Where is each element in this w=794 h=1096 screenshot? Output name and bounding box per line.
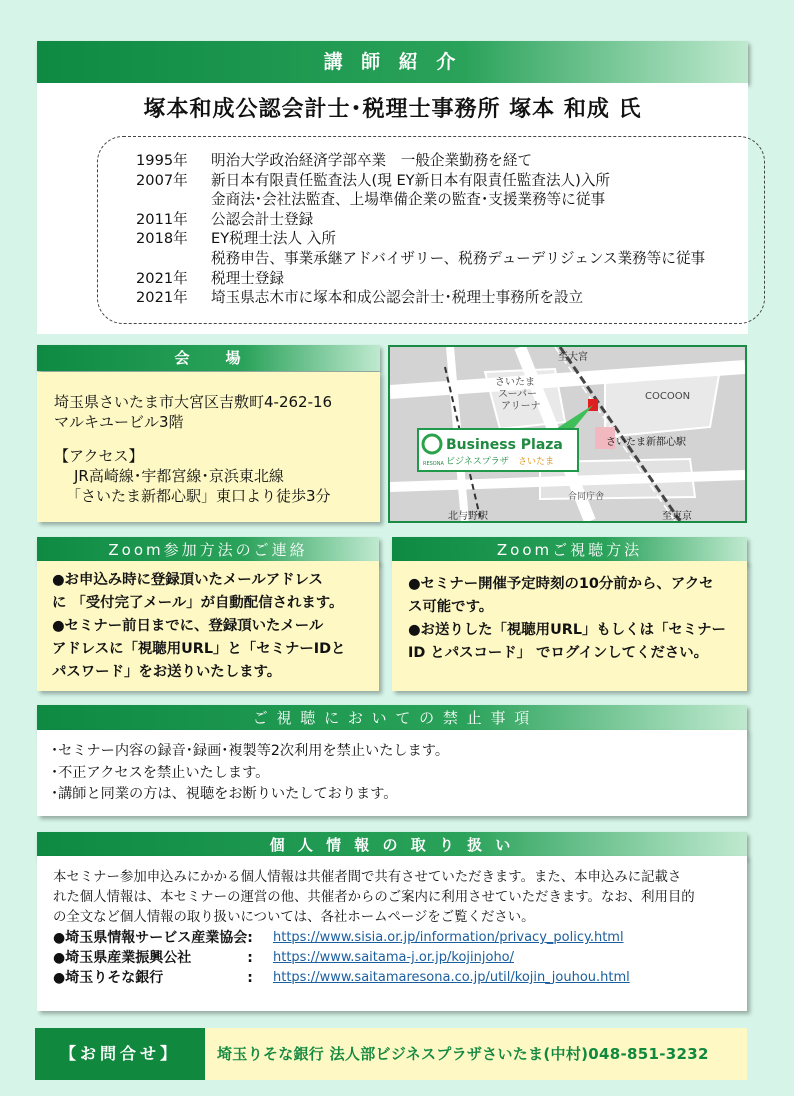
contact-label: 【お問合せ】 — [35, 1028, 205, 1080]
label-arena-2: スーパー — [498, 389, 537, 400]
zoom-contact-line: ●お申込み時に登録頂いたメールアドレス — [52, 572, 323, 588]
zoom-watch-header: Zoomご視聴方法 — [392, 537, 747, 563]
zoom-watch-line: ●セミナー開催予定時刻の10分前から、アクセ — [408, 576, 714, 592]
privacy-link-label: ●埼玉りそな銀行 : — [53, 970, 253, 986]
zoom-watch-line: ス可能です。 — [408, 599, 494, 615]
logo-jp: ビジネスプラザ — [446, 457, 509, 467]
privacy-body — [37, 856, 747, 1011]
zoom-contact-line: アドレスに「視聴用URL」と「セミナーIDと — [52, 641, 346, 657]
privacy-link-row — [53, 948, 747, 968]
career-desc: 新日本有限責任監査法人(現 EY新日本有限責任監査法人)入所 — [211, 171, 611, 189]
label-station: さいたま新都心駅 — [606, 437, 686, 448]
career-row — [136, 269, 764, 289]
label-arena-1: さいたま — [495, 377, 535, 388]
career-desc: 税務申告、事業承継アドバイザリー、税務デューデリジェンス業務等に従事 — [211, 249, 706, 267]
lecturer-panel — [37, 83, 748, 334]
privacy-link-saitama-j[interactable]: https://www.saitama-j.or.jp/kojinjoho/ — [273, 950, 515, 965]
privacy-link-row — [53, 928, 747, 948]
prohibited-line: ･講師と同業の方は、視聴をお断りいたしております。 — [51, 786, 398, 802]
logo-city: さいたま — [518, 457, 555, 467]
label-tokyo: 至東京 — [662, 511, 692, 521]
prohibited-line: ･セミナー内容の録音･録画･複製等2次利用を禁止いたします。 — [51, 743, 450, 759]
prohibited-body — [37, 730, 747, 816]
career-row — [136, 210, 764, 230]
privacy-link-resona[interactable]: https://www.saitamaresona.co.jp/util/kojin_jouhou.html — [273, 970, 630, 985]
career-row — [136, 171, 764, 191]
career-year: 2021年 — [136, 289, 188, 307]
zoom-contact-body — [37, 561, 379, 691]
privacy-text: れた個人情報は、本セミナーの運営の他、共催者からのご案内に利用させていただきます。なお、利用目的 — [53, 890, 695, 905]
label-cocoon: COCOON — [645, 391, 691, 402]
zoom-contact-line: に 「受付完了メール」が自動配信されます。 — [52, 595, 344, 611]
lecturer-header: 講 師 紹 介 — [37, 41, 748, 83]
zoom-contact-line: パスワード」をお送りいたします。 — [52, 664, 282, 680]
label-omiya: 至大宮 — [558, 352, 588, 363]
access-walk: 「さいたま新都心駅」東口より徒歩3分 — [66, 487, 331, 505]
career-row — [136, 249, 764, 269]
career-year: 2018年 — [136, 230, 188, 248]
career-desc: 公認会計士登録 — [211, 210, 314, 228]
career-year: 2021年 — [136, 269, 188, 287]
career-desc: EY税理士法人 入所 — [211, 230, 336, 248]
privacy-header: 個 人 情 報 の 取 り 扱 い — [37, 832, 747, 858]
logo-en: Business Plaza — [446, 437, 563, 453]
access-label: 【アクセス】 — [54, 447, 144, 465]
zoom-watch-line: ●お送りした「視聴用URL」もしくは「セミナー — [408, 622, 726, 638]
privacy-text: 本セミナー参加申込みにかかる個人情報は共催者間で共有させていただきます。また、本申込みに記載さ — [53, 870, 682, 885]
privacy-link-label: ●埼玉県産業振興公社 : — [53, 950, 253, 966]
lecturer-name: 塚本和成公認会計士･税理士事務所 塚本 和成 氏 — [143, 97, 642, 122]
career-row — [136, 288, 764, 308]
venue-header: 会 場 — [37, 345, 380, 371]
label-arena-3: アリーナ — [501, 401, 541, 412]
career-box — [97, 136, 765, 324]
zoom-watch-body — [392, 561, 747, 691]
career-desc: 明治大学政治経済学部卒業 一般企業勤務を経て — [211, 152, 533, 169]
zoom-watch-line: ID とパスコード」 でログインしてください。 — [408, 645, 709, 661]
label-govt: 合同庁舎 — [568, 492, 605, 502]
career-desc: 金商法･会社法監査、上場準備企業の監査･支援業務等に従事 — [211, 191, 606, 209]
career-year: 1995年 — [136, 152, 188, 169]
access-map — [388, 345, 747, 523]
privacy-link-label: ●埼玉県情報サービス産業協会: — [53, 930, 253, 946]
venue-building: マルキユービル3階 — [54, 413, 184, 431]
contact-info: 埼玉りそな銀行 法人部ビジネスプラザさいたま(中村)048-851-3232 — [205, 1028, 747, 1080]
career-row — [136, 229, 764, 249]
logo-small: RESONA — [423, 461, 444, 467]
label-yono: 北与野駅 — [448, 511, 488, 521]
venue-body — [37, 372, 380, 522]
zoom-contact-header: Zoom参加方法のご連絡 — [37, 537, 379, 563]
prohibited-line: ･不正アクセスを禁止いたします。 — [51, 764, 270, 781]
career-row — [136, 190, 764, 210]
venue-address: 埼玉県さいたま市大宮区吉敷町4-262-16 — [54, 393, 333, 411]
prohibited-header: ご 視 聴 に お い て の 禁 止 事 項 — [37, 705, 747, 731]
career-year — [136, 249, 211, 269]
career-year — [136, 190, 211, 210]
career-row — [136, 151, 764, 171]
career-desc: 税理士登録 — [211, 269, 284, 287]
access-lines: JR高崎線･宇都宮線･京浜東北線 — [74, 467, 284, 485]
zoom-contact-line: ●セミナー前日までに、登録頂いたメール — [52, 618, 324, 634]
career-year: 2011年 — [136, 210, 188, 228]
map-graphic — [390, 347, 745, 521]
career-year: 2007年 — [136, 171, 188, 189]
privacy-link-row — [53, 968, 747, 988]
privacy-link-sisia[interactable]: https://www.sisia.or.jp/information/privacy_policy.html — [273, 930, 624, 945]
privacy-text: の全文など個人情報の取り扱いについては、各社ホームページをご覧ください。 — [53, 910, 535, 925]
career-desc: 埼玉県志木市に塚本和成公認会計士･税理士事務所を設立 — [211, 289, 584, 307]
